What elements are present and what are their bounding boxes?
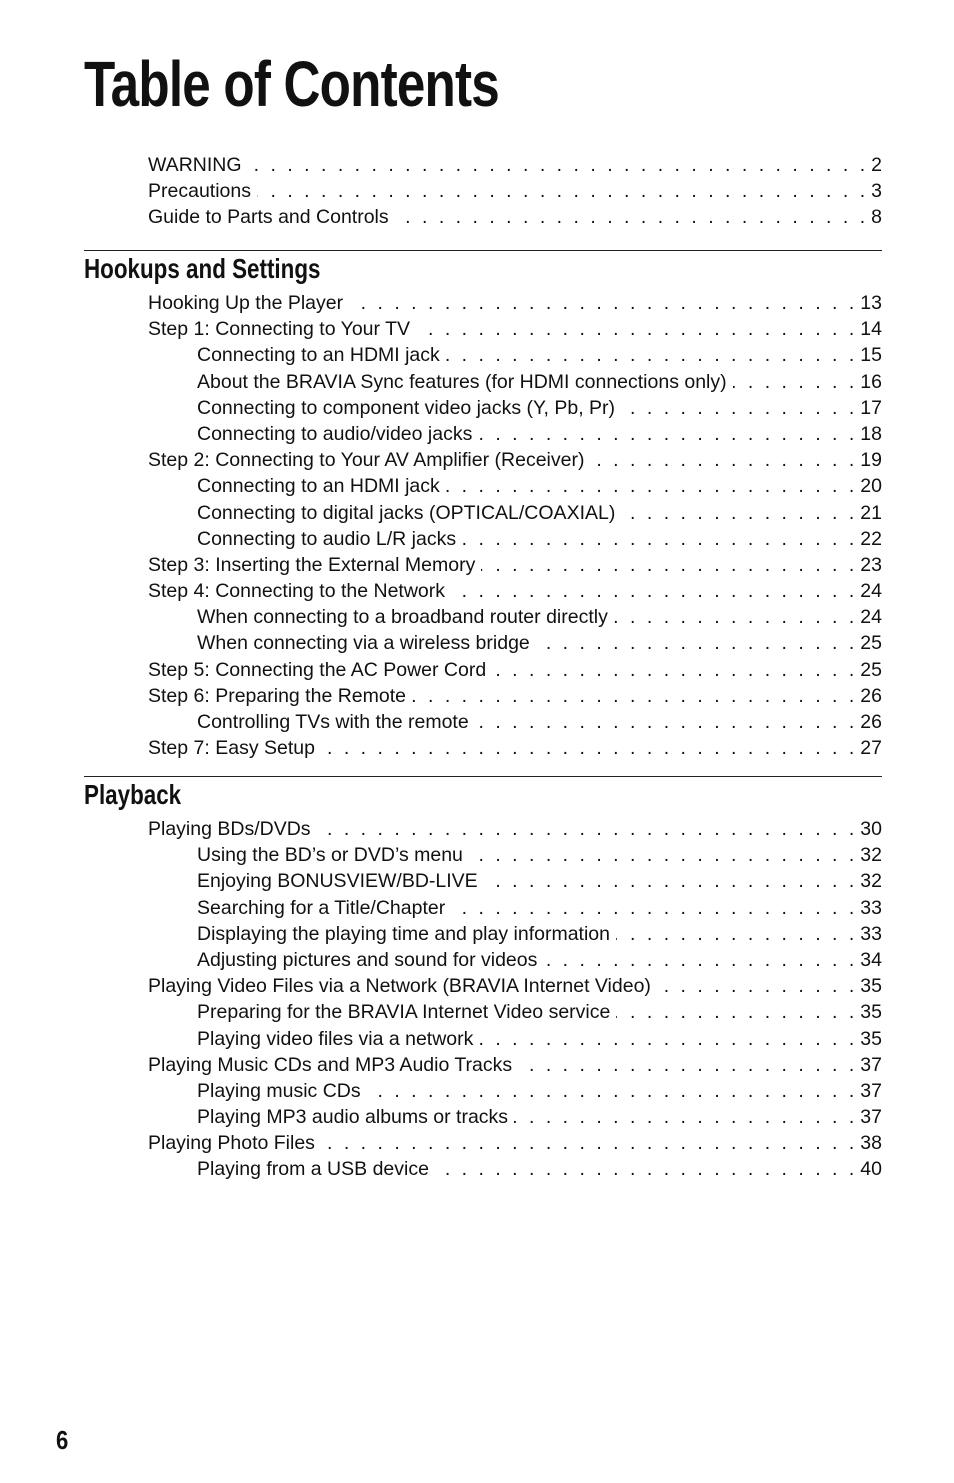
toc-entry[interactable] — [84, 630, 882, 656]
toc-entry-label: Using the BD’s or DVD’s menu — [197, 844, 463, 867]
dot-leader — [616, 999, 857, 1025]
toc-entry-page: 3 — [871, 180, 882, 203]
toc-entry[interactable] — [84, 921, 882, 947]
toc-entry-label: Step 3: Inserting the External Memory — [148, 553, 476, 576]
dot-leader — [518, 1052, 857, 1078]
dot-leader — [479, 1026, 857, 1052]
toc-entry[interactable] — [84, 316, 882, 342]
toc-entry-label: Enjoying BONUSVIEW/BD-LIVE — [197, 870, 478, 893]
toc-entry[interactable] — [84, 816, 882, 842]
toc-entry-label: Connecting to an HDMI jack — [197, 344, 440, 367]
toc-entry-page: 38 — [860, 1132, 882, 1155]
toc-entry[interactable] — [84, 895, 882, 921]
toc-entry-label: Playing Video Files via a Network (BRAVIA Internet Video) — [148, 975, 651, 998]
dot-leader — [446, 473, 858, 499]
section-heading: Playback — [84, 779, 182, 810]
toc-entry[interactable] — [84, 657, 882, 683]
toc-entry-label: Playing Photo Files — [148, 1132, 315, 1155]
toc-entry-page: 24 — [860, 580, 882, 603]
toc-entry[interactable] — [84, 473, 882, 499]
dot-leader — [484, 868, 858, 894]
toc-entry-page: 32 — [860, 844, 882, 867]
dot-leader — [733, 369, 858, 395]
toc-entry-page: 15 — [860, 344, 882, 367]
toc-entry-page: 34 — [860, 948, 882, 971]
toc-entry-label: When connecting to a broadband router directly — [197, 606, 608, 629]
toc-entry[interactable] — [84, 395, 882, 421]
toc-entry-label: Displaying the playing time and play information — [197, 922, 610, 945]
dot-leader — [469, 842, 857, 868]
dot-leader — [367, 1078, 858, 1104]
toc-entry-page: 20 — [860, 475, 882, 498]
dot-leader — [248, 152, 869, 178]
toc-entry[interactable] — [84, 526, 882, 552]
toc-entry[interactable] — [84, 947, 882, 973]
section-entry-list — [84, 816, 882, 1183]
toc-entry-label: Step 7: Easy Setup — [148, 737, 315, 760]
intro-toc — [84, 152, 882, 231]
dot-leader — [590, 447, 857, 473]
toc-entry-page: 26 — [860, 711, 882, 733]
section-playback — [84, 776, 882, 1183]
toc-entry-page: 21 — [860, 501, 882, 524]
toc-entry[interactable] — [84, 552, 882, 578]
toc-entry-page: 25 — [860, 658, 882, 681]
toc-entry[interactable] — [84, 683, 882, 709]
toc-entry[interactable] — [84, 868, 882, 894]
dot-leader — [446, 342, 858, 368]
toc-entry[interactable] — [84, 204, 882, 230]
toc-entry-label: Connecting to digital jacks (OPTICAL/COAXIAL) — [197, 501, 616, 524]
dot-leader — [543, 947, 857, 973]
toc-entry-page: 37 — [860, 1053, 882, 1076]
toc-entry-label: Playing MP3 audio albums or tracks — [197, 1106, 509, 1129]
toc-entry[interactable] — [84, 842, 882, 868]
toc-entry-label: WARNING — [148, 154, 242, 176]
dot-leader — [616, 921, 857, 947]
dot-leader — [349, 290, 857, 316]
toc-entry[interactable] — [84, 973, 882, 999]
toc-entry-label: About the BRAVIA Sync features (for HDMI connections only) — [197, 370, 727, 393]
dot-leader — [321, 735, 857, 761]
dot-leader — [435, 1156, 857, 1182]
toc-entry-label: Connecting to an HDMI jack — [197, 475, 440, 498]
dot-leader — [321, 1130, 857, 1156]
toc-entry-label: Playing Music CDs and MP3 Audio Tracks — [148, 1053, 513, 1076]
toc-entry-label: Step 5: Connecting the AC Power Cord — [148, 658, 487, 681]
toc-entry-page: 35 — [860, 975, 882, 998]
toc-entry-label: Playing BDs/DVDs — [148, 818, 311, 840]
toc-entry-label: Precautions — [148, 180, 251, 203]
toc-entry-page: 37 — [860, 1106, 882, 1129]
toc-entry-page: 35 — [860, 1001, 882, 1024]
toc-entry-page: 8 — [871, 206, 882, 229]
toc-entry-page: 24 — [860, 606, 882, 629]
dot-leader — [451, 578, 857, 604]
toc-entry[interactable] — [84, 1078, 882, 1104]
toc-entry[interactable] — [84, 500, 882, 526]
dot-leader — [451, 895, 857, 921]
dot-leader — [478, 421, 857, 447]
toc-entry[interactable] — [84, 1052, 882, 1078]
toc-entry-page: 16 — [860, 370, 882, 393]
toc-entry-page: 33 — [860, 922, 882, 945]
toc-entry-label: Step 6: Preparing the Remote — [148, 684, 406, 707]
section-entry-list — [84, 290, 882, 761]
toc-entry-label: Step 1: Connecting to Your TV — [148, 318, 410, 341]
dot-leader — [536, 630, 858, 656]
toc-entry-page: 32 — [860, 870, 882, 893]
toc-entry-label: Connecting to component video jacks (Y, Pb, Pr) — [197, 396, 616, 419]
dot-leader — [614, 604, 857, 630]
toc-entry[interactable] — [84, 369, 882, 395]
toc-entry-page: 14 — [860, 318, 882, 341]
toc-entry-page: 22 — [860, 527, 882, 550]
toc-entry-label: Playing from a USB device — [197, 1158, 429, 1181]
toc-entry-page: 13 — [860, 292, 882, 314]
toc-entry-label: Playing music CDs — [197, 1079, 361, 1102]
toc-entry-label: Adjusting pictures and sound for videos — [197, 948, 538, 971]
dot-leader — [514, 1104, 857, 1130]
toc-entry-page: 2 — [871, 154, 882, 176]
toc-entry[interactable] — [84, 152, 882, 178]
toc-entry-label: Step 4: Connecting to the Network — [148, 580, 446, 603]
toc-entry-page: 37 — [860, 1079, 882, 1102]
toc-entry[interactable] — [84, 1104, 882, 1130]
toc-entry[interactable] — [84, 999, 882, 1025]
toc-entry[interactable] — [84, 1026, 882, 1052]
toc-entry-page: 40 — [860, 1158, 882, 1181]
toc-entry-page: 25 — [860, 632, 882, 655]
toc-entry-label: Preparing for the BRAVIA Internet Video service — [197, 1001, 611, 1024]
toc-entry-label: Searching for a Title/Chapter — [197, 896, 446, 919]
dot-leader — [412, 683, 857, 709]
dot-leader — [317, 816, 858, 842]
toc-entry-page: 33 — [860, 896, 882, 919]
toc-entry-label: Connecting to audio/video jacks — [197, 422, 473, 445]
toc-entry-page: 26 — [860, 684, 882, 707]
dot-leader — [657, 973, 857, 999]
toc-entry-page: 27 — [860, 737, 882, 760]
toc-entry-page: 35 — [860, 1027, 882, 1050]
toc-entry-page: 23 — [860, 553, 882, 576]
toc-entry[interactable] — [84, 709, 882, 735]
toc-entry-label: Connecting to audio L/R jacks — [197, 527, 457, 550]
toc-entry-label: Playing video files via a network — [197, 1027, 474, 1050]
dot-leader — [492, 657, 857, 683]
toc-entry-page: 18 — [860, 422, 882, 445]
toc-entry-page: 17 — [860, 396, 882, 419]
toc-entry[interactable] — [84, 421, 882, 447]
dot-leader — [481, 552, 857, 578]
page-title: Table of Contents — [84, 48, 499, 120]
section-heading: Hookups and Settings — [84, 253, 321, 284]
dot-leader — [462, 526, 857, 552]
dot-leader — [416, 316, 857, 342]
section-hookups — [84, 250, 882, 761]
dot-leader — [395, 204, 869, 230]
toc-entry[interactable] — [84, 604, 882, 630]
dot-leader — [257, 178, 868, 204]
toc-entry[interactable] — [84, 1130, 882, 1156]
toc-entry-page: 30 — [860, 818, 882, 840]
toc-entry-label: Hooking Up the Player — [148, 292, 344, 314]
toc-entry[interactable] — [84, 178, 882, 204]
dot-leader — [621, 395, 857, 421]
toc-entry-label: When connecting via a wireless bridge — [197, 632, 530, 655]
toc-entry-label: Guide to Parts and Controls — [148, 206, 389, 229]
toc-entry-label: Step 2: Connecting to Your AV Amplifier (Receiver) — [148, 449, 585, 472]
toc-entry-label: Controlling TVs with the remote — [197, 711, 469, 733]
toc-entry[interactable] — [84, 578, 882, 604]
dot-leader — [475, 709, 858, 735]
dot-leader — [621, 500, 857, 526]
page-number: 6 — [56, 1425, 69, 1455]
intro-entry-list — [84, 152, 882, 231]
toc-entry[interactable] — [84, 735, 882, 761]
toc-entry[interactable] — [84, 447, 882, 473]
toc-entry[interactable] — [84, 342, 882, 368]
toc-entry[interactable] — [84, 290, 882, 316]
toc-entry[interactable] — [84, 1156, 882, 1182]
toc-entry-page: 19 — [860, 449, 882, 472]
